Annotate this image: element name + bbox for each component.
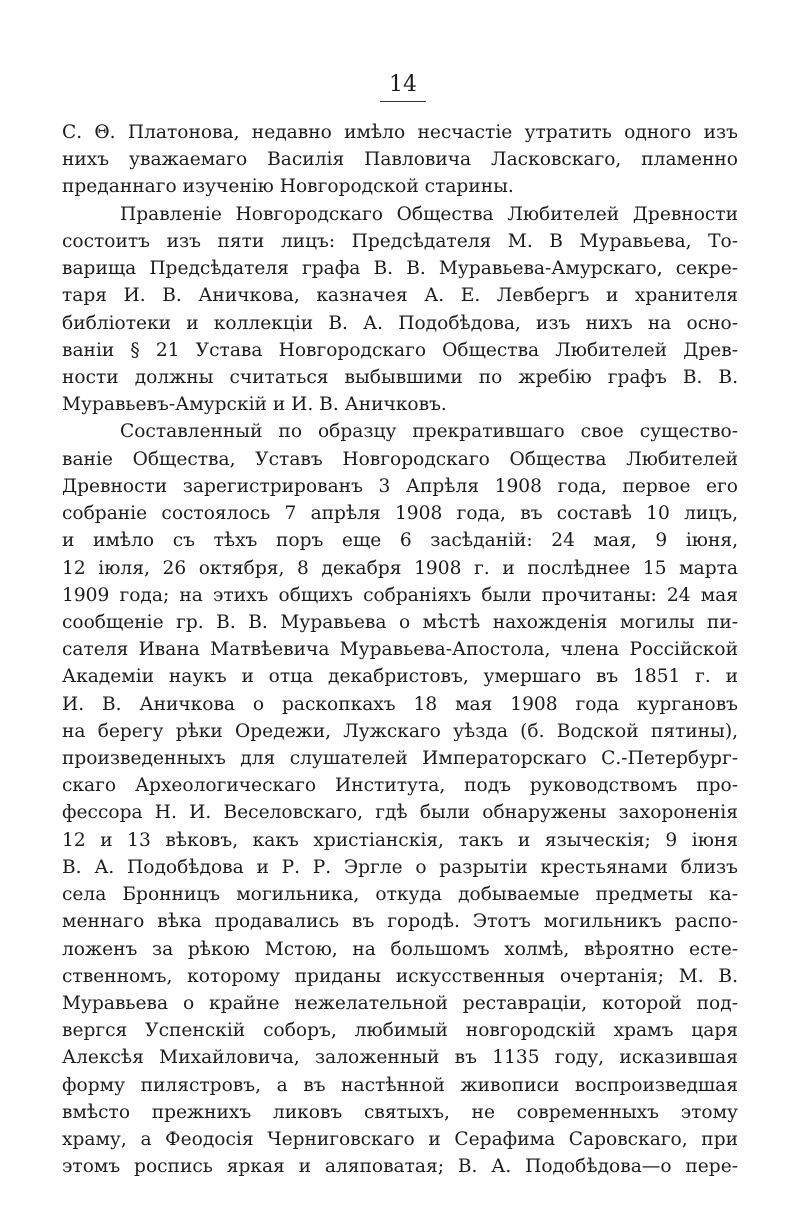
text-line: 12 и 13 вѣковъ, какъ христіанскія, такъ и языческія; 9 іюня: [62, 829, 738, 851]
text-line: Муравьевъ-Амурскій и И. В. Аничковъ.: [62, 394, 447, 416]
text-line: преданнаго изученію Новгородской старины.: [62, 176, 514, 198]
text-line: на берегу рѣки Оредежи, Лужскаго уѣзда (б. Водской пятины),: [62, 720, 738, 742]
text-line: фессора Н. И. Веселовскаго, гдѣ были обнаружены захороненія: [62, 802, 738, 824]
text-line: 12 іюля, 26 октября, 8 декабря 1908 г. и послѣднее 15 марта: [62, 557, 738, 579]
text-line: форму пилястровъ, а въ настѣнной живописи воспроизведшая: [62, 1074, 738, 1096]
text-line: И. В. Аничкова о раскопкахъ 18 мая 1908 года кургановъ: [62, 693, 738, 715]
text-line: произведенныхъ для слушателей Императорскаго С.-Петербург-: [62, 748, 738, 770]
text-line: села Бронницъ могильника, откуда добываемые предметы ка-: [62, 884, 738, 906]
text-line: храму, а Феодосія Черниговскаго и Серафима Саровскаго, при: [62, 1129, 738, 1151]
text-line: Муравьева о крайне нежелательной реставраціи, которой под-: [62, 993, 738, 1014]
text-line: Составленный по образцу прекратившаго свое существо-: [120, 421, 738, 443]
text-line: Алексѣя Михайловича, заложенный въ 1135 году, исказившая: [62, 1047, 738, 1069]
page-number: 14: [389, 72, 417, 97]
text-line: ложенъ за рѣкою Мстою, на большомъ холмѣ, вѣроятно есте-: [62, 938, 738, 960]
text-body: [62, 119, 738, 1181]
text-line: состоитъ изъ пяти лицъ: Предсѣдателя М. В Муравьева, То-: [62, 230, 738, 252]
text-line: меннаго вѣка продавались въ городѣ. Этотъ могильникъ распо-: [62, 911, 738, 933]
text-line: скаго Археологическаго Института, подъ руководствомъ про-: [62, 775, 738, 797]
text-line: и имѣло съ тѣхъ поръ еще 6 засѣданій: 24 мая, 9 іюня,: [62, 530, 738, 552]
text-line: этомъ роспись яркая и аляповатая; В. А. Подобѣдова—о пере-: [62, 1156, 738, 1178]
text-line: вмѣсто прежнихъ ликовъ святыхъ, не современныхъ этому: [62, 1101, 738, 1123]
text-line: Древности зарегистрированъ 3 Апрѣля 1908 года, первое его: [62, 475, 738, 497]
text-line: нихъ уважаемаго Василія Павловича Ласковскаго, пламенно: [62, 149, 738, 171]
text-line: В. А. Подобѣдова и Р. Р. Эргле о разрытіи крестьянами близъ: [62, 856, 738, 878]
page-number-rule: [380, 101, 426, 102]
text-line: С. Θ. Платонова, недавно имѣло несчастіе утратить одного изъ: [62, 122, 738, 143]
text-line: 1909 года; на этихъ общихъ собраніяхъ были прочитаны: 24 мая: [62, 584, 738, 606]
text-line: собраніе состоялось 7 апрѣля 1908 года, въ составѣ 10 лицъ,: [62, 503, 738, 525]
text-line: ваніи § 21 Устава Новгородскаго Общества Любителей Древ-: [62, 339, 738, 361]
text-line: Академіи наукъ и отца декабристовъ, умершаго въ 1851 г. и: [62, 666, 738, 688]
text-line: ственномъ, которому приданы искусственныя очертанія; М. В.: [62, 965, 738, 987]
text-line: ности должны считаться выбывшими по жребію графъ В. В.: [62, 366, 738, 388]
text-line: библіотеки и коллекціи В. А. Подобѣдова, изъ нихъ на осно-: [62, 312, 738, 334]
text-line: Правленіе Новгородскаго Общества Любителей Древности: [120, 203, 738, 225]
text-line: таря И. В. Аничкова, казначея А. Е. Левбергъ и хранителя: [62, 285, 738, 307]
text-line: вергся Успенскій соборъ, любимый новгородскій храмъ царя: [62, 1020, 738, 1042]
text-line: ваніе Общества, Уставъ Новгородскаго Общества Любителей: [62, 448, 738, 470]
text-line: варища Предсѣдателя графа В. В. Муравьева-Амурскаго, секре-: [62, 258, 738, 280]
text-line: сателя Ивана Матвѣевича Муравьева-Апостола, члена Россійской: [62, 639, 738, 661]
text-line: сообщеніе гр. В. В. Муравьева о мѣстѣ нахожденія могилы пи-: [62, 611, 738, 633]
